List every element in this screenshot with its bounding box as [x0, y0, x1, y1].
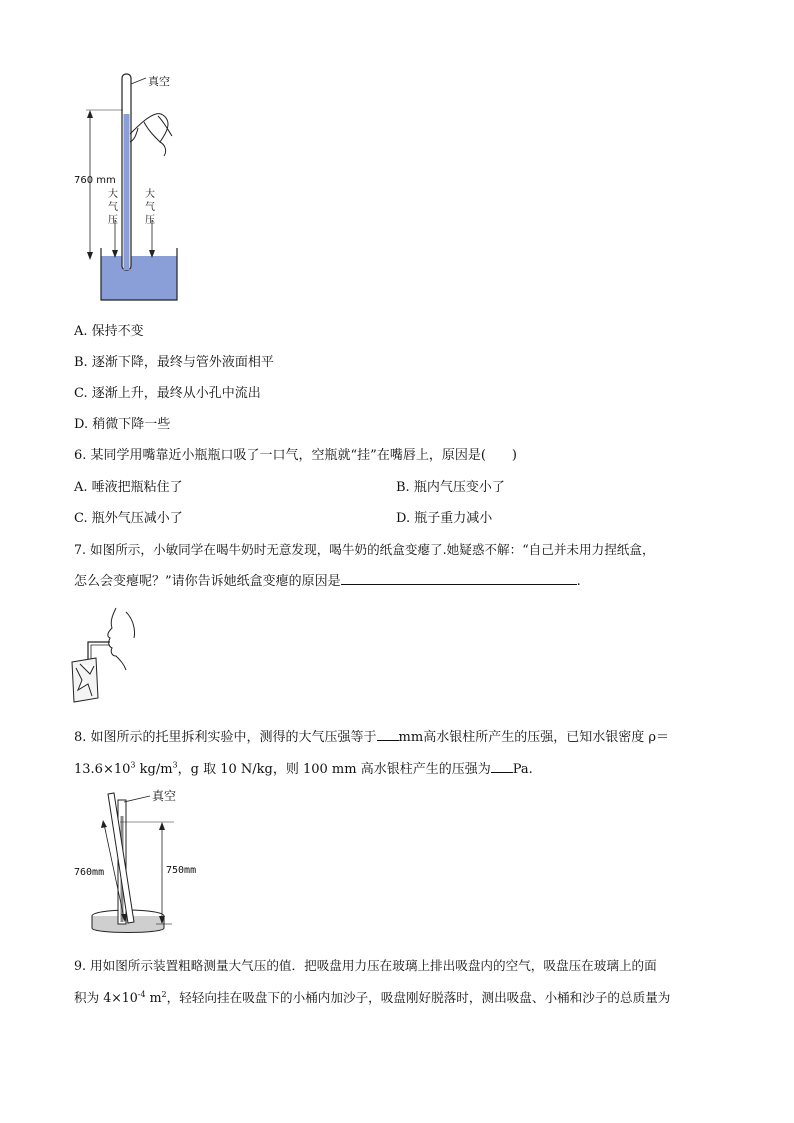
- q7-line2-text: 怎么会变瘪呢？”请你告诉她纸盒变瘪的原因是: [74, 574, 341, 589]
- hand-drawing: [130, 114, 172, 156]
- q9-area-value: 积为 4×10: [74, 990, 138, 1005]
- q9-exp: -4: [137, 989, 146, 999]
- q8-line2: [74, 758, 533, 777]
- q6-option-d[interactable]: D. 瓶子重力减小: [396, 511, 493, 526]
- q5-option-c[interactable]: C. 逐渐上升，最终从小孔中流出: [74, 386, 261, 401]
- q5-option-b[interactable]: B. 逐渐下降，最终与管外液面相平: [74, 355, 274, 370]
- q8-unit-exp: 3: [172, 760, 178, 770]
- q9-line2-text: ，轻轻向挂在吸盘下的小桶内加沙子，吸盘刚好脱落时，测出吸盘、小桶和沙子的总质量为: [166, 990, 671, 1005]
- height-760-label: 760 mm: [74, 175, 116, 186]
- straw-inner: [91, 645, 110, 660]
- q9-unit-exp: 2: [161, 989, 167, 999]
- q8-pa-unit: Pa.: [512, 762, 533, 777]
- q9-line2: [74, 987, 670, 1006]
- fig3-760-label: 760mm: [74, 867, 105, 878]
- q6-stem: 6. 某同学用嘴靠近小瓶瓶口吸了一口气，空瓶就“挂”在嘴唇上，原因是( ): [74, 448, 517, 463]
- milk-drinking-figure: [68, 604, 144, 704]
- q7-line2: [74, 570, 581, 589]
- face-profile: [108, 608, 135, 670]
- q8-exp: 3: [130, 760, 136, 770]
- mercury-basin-liquid: [101, 256, 177, 300]
- fig3-750-label: 750mm: [166, 865, 197, 876]
- fig3-vacuum-label: 真空: [152, 789, 177, 803]
- q8-answer-blank-1[interactable]: [377, 728, 399, 741]
- q5-option-d[interactable]: D. 稍微下降一些: [74, 417, 171, 432]
- q8-density-value: 13.6×10: [74, 762, 131, 777]
- q8-line1: [74, 726, 669, 745]
- tilted-tubes-figure: [68, 786, 218, 936]
- q9-line1: 9. 用如图所示装置粗略测量大气压的值．把吸盘用力压在玻璃上排出吸盘内的空气，吸盘压在玻璃上的面: [74, 958, 657, 973]
- q8-unit: kg/m: [135, 762, 173, 777]
- crushed-milk-carton: [72, 658, 98, 702]
- torricelli-figure: [68, 70, 184, 306]
- q7-period: .: [576, 574, 581, 589]
- vacuum-label-char1: 真空: [148, 75, 170, 88]
- atm-label-left: 大 气 压: [108, 189, 118, 226]
- q6-option-a[interactable]: A. 唾液把瓶粘住了: [74, 480, 183, 495]
- q7-line1: 7. 如图所示，小敏同学在喝牛奶时无意发现，喝牛奶的纸盒变瘪了.她疑惑不解：“自己并未用力捏纸盒，: [74, 542, 655, 557]
- q6-option-b[interactable]: B. 瓶内气压变小了: [396, 480, 505, 495]
- q7-answer-blank[interactable]: [341, 572, 577, 585]
- q8-line1-text-a: 8. 如图所示的托里拆利实验中，测得的大气压强等于: [74, 730, 377, 745]
- q5-option-a[interactable]: A. 保持不变: [74, 324, 144, 339]
- atm-label-right: 大 气 压: [145, 189, 155, 226]
- q8-line1-text-b: mm高水银柱所产生的压强，已知水银密度 ρ＝: [398, 730, 669, 745]
- q8-answer-blank-2[interactable]: [491, 760, 513, 773]
- q8-line2-text: ，g 取 10 N/kg，则 100 mm 高水银柱产生的压强为: [177, 762, 491, 777]
- q6-option-c[interactable]: C. 瓶外气压减小了: [74, 511, 183, 526]
- mercury-column: [124, 114, 130, 270]
- q9-unit: m: [145, 990, 162, 1005]
